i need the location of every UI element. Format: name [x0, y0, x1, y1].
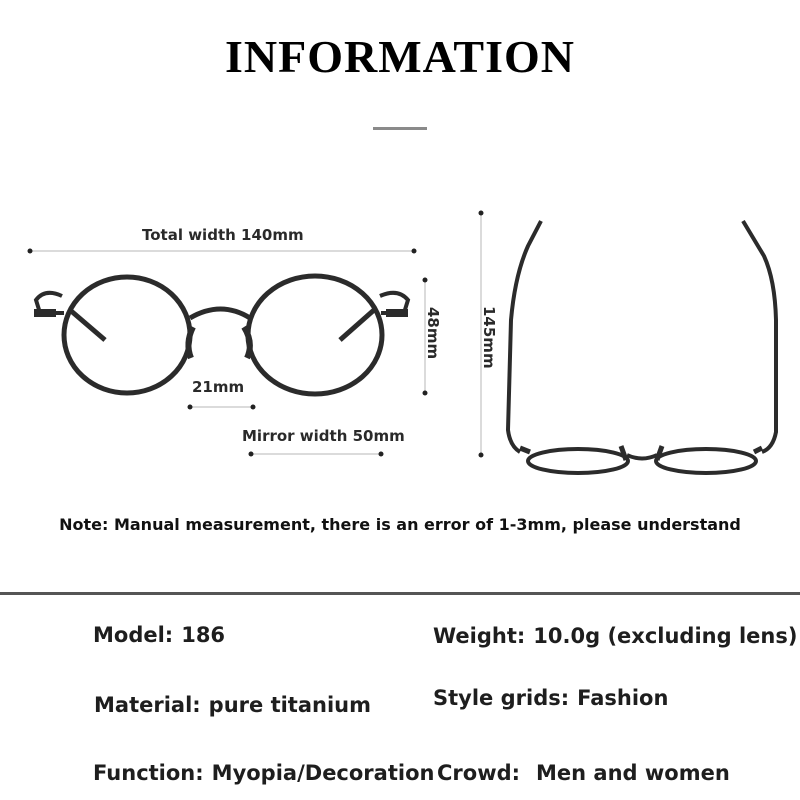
eyeglasses-front-icon: [34, 276, 408, 394]
spec-material-label: Material:: [94, 693, 201, 717]
spec-style-label: Style grids:: [433, 686, 570, 710]
spec-model: [93, 623, 225, 647]
total-width-label: Total width 140mm: [142, 226, 304, 244]
spec-model-label: Model:: [93, 623, 174, 647]
spec-style-value: Fashion: [577, 686, 669, 710]
spec-function-value: Myopia/Decoration: [211, 761, 435, 785]
spec-crowd: [437, 761, 730, 785]
spec-material: [94, 693, 371, 717]
bridge-dimension-line: [188, 405, 256, 410]
spec-crowd-label: Crowd:: [437, 761, 521, 785]
spec-model-value: 186: [181, 623, 226, 647]
temple-length-label: 145mm: [480, 306, 498, 369]
spec-material-value: pure titanium: [208, 693, 371, 717]
spec-style: [433, 686, 668, 710]
section-divider: [0, 592, 800, 595]
spec-function-label: Function:: [93, 761, 204, 785]
eyeglasses-top-icon: [508, 221, 776, 473]
spec-crowd-value: Men and women: [536, 761, 730, 785]
spec-weight: [433, 624, 797, 648]
spec-weight-label: Weight:: [433, 624, 526, 648]
spec-function: [93, 761, 434, 785]
mirror-width-label: Mirror width 50mm: [242, 427, 405, 445]
spec-weight-value: 10.0g (excluding lens): [533, 624, 798, 648]
mirror-width-dimension-line: [249, 452, 384, 457]
bridge-width-label: 21mm: [192, 378, 245, 396]
lens-height-label: 48mm: [424, 307, 442, 360]
measurement-note: Note: Manual measurement, there is an error of 1-3mm, please understand: [59, 515, 741, 534]
page-title: INFORMATION: [224, 31, 576, 82]
total-width-dimension-line: [28, 249, 417, 254]
